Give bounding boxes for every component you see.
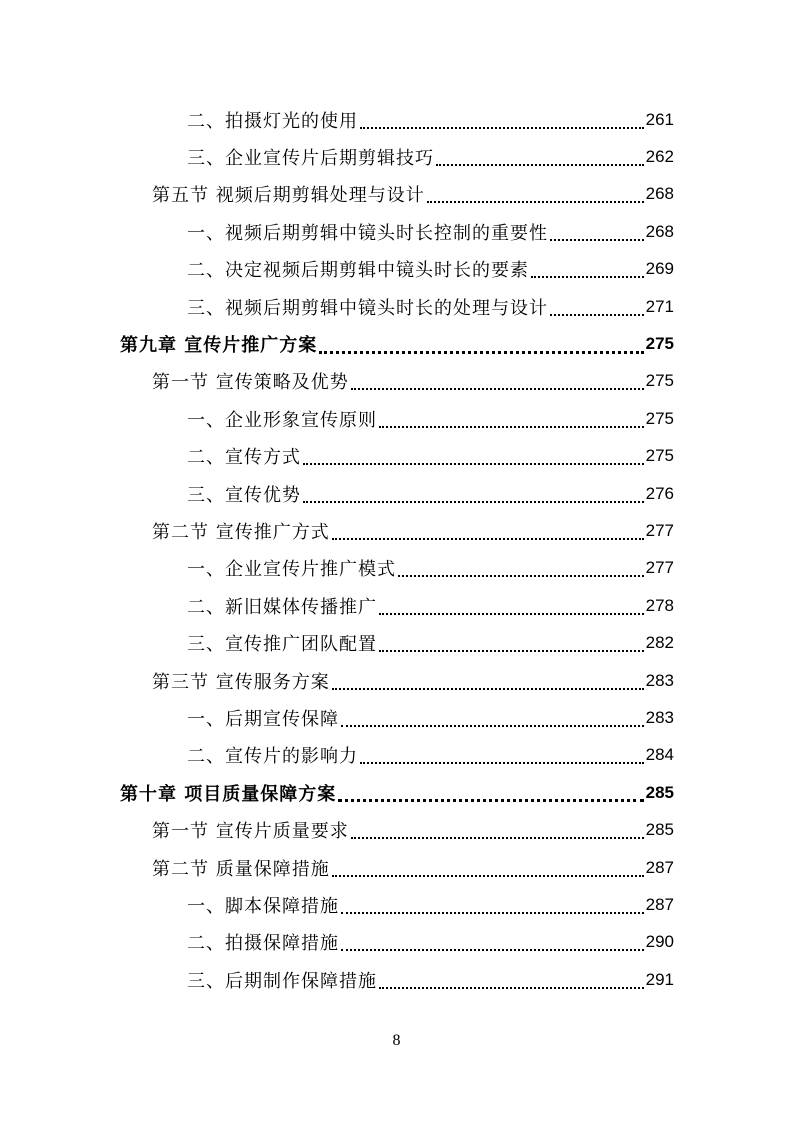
toc-entry-page: 290 xyxy=(645,932,674,952)
page-number: 8 xyxy=(392,1032,401,1049)
toc-leader-dots xyxy=(550,229,644,241)
toc-entry-page: 278 xyxy=(645,595,674,615)
toc-entry-page: 284 xyxy=(645,745,674,765)
toc-entry[interactable] xyxy=(0,961,793,998)
table-of-contents xyxy=(0,101,793,998)
toc-entry-page: 283 xyxy=(645,670,674,690)
toc-entry[interactable] xyxy=(0,363,793,400)
toc-leader-dots xyxy=(531,266,644,278)
toc-chapter-entry[interactable] xyxy=(0,325,793,362)
toc-entry-page: 268 xyxy=(645,221,674,241)
toc-entry-title: 第一节 宣传片质量要求 xyxy=(152,821,349,843)
toc-entry-page: 277 xyxy=(645,558,674,578)
toc-entry-title: 第五节 视频后期剪辑处理与设计 xyxy=(152,185,425,207)
toc-entry-title: 三、宣传优势 xyxy=(187,484,301,506)
toc-entry-title: 第二节 宣传推广方式 xyxy=(152,521,330,543)
toc-entry-page: 275 xyxy=(645,408,674,428)
toc-entry-page: 282 xyxy=(645,633,674,653)
toc-entry[interactable] xyxy=(0,438,793,475)
toc-entry-title: 二、拍摄灯光的使用 xyxy=(187,110,358,132)
toc-entry-title: 一、企业宣传片推广模式 xyxy=(187,559,396,581)
toc-entry-page: 269 xyxy=(645,259,674,279)
toc-entry[interactable] xyxy=(0,251,793,288)
toc-entry-title: 第十章 项目质量保障方案 xyxy=(120,783,337,805)
toc-leader-dots xyxy=(341,902,644,914)
toc-entry[interactable] xyxy=(0,699,793,736)
toc-entry-title: 二、宣传方式 xyxy=(187,447,301,469)
toc-entry-title: 三、宣传推广团队配置 xyxy=(187,634,377,656)
toc-entry-page: 275 xyxy=(645,334,674,354)
toc-entry[interactable] xyxy=(0,924,793,961)
toc-leader-dots xyxy=(341,715,644,727)
toc-entry-page: 285 xyxy=(645,820,674,840)
toc-entry[interactable] xyxy=(0,587,793,624)
toc-entry-page: 291 xyxy=(645,969,674,989)
toc-entry-page: 271 xyxy=(645,296,674,316)
toc-leader-dots xyxy=(379,640,644,652)
toc-chapter-entry[interactable] xyxy=(0,774,793,811)
toc-entry[interactable] xyxy=(0,213,793,250)
toc-leader-dots xyxy=(319,341,643,354)
toc-entry-title: 一、脚本保障措施 xyxy=(187,895,339,917)
toc-leader-dots xyxy=(379,416,644,428)
toc-entry[interactable] xyxy=(0,811,793,848)
toc-leader-dots xyxy=(360,117,644,129)
toc-entry[interactable] xyxy=(0,849,793,886)
toc-entry-title: 二、决定视频后期剪辑中镜头时长的要素 xyxy=(187,260,529,282)
toc-entry[interactable] xyxy=(0,662,793,699)
toc-entry-title: 一、企业形象宣传原则 xyxy=(187,409,377,431)
toc-entry[interactable] xyxy=(0,737,793,774)
toc-leader-dots xyxy=(427,191,644,203)
toc-leader-dots xyxy=(351,378,644,390)
toc-entry-page: 283 xyxy=(645,707,674,727)
toc-entry[interactable] xyxy=(0,624,793,661)
toc-entry-page: 276 xyxy=(645,483,674,503)
toc-leader-dots xyxy=(338,789,643,802)
toc-leader-dots xyxy=(436,154,644,166)
toc-entry-page: 261 xyxy=(645,109,674,129)
toc-entry-title: 二、拍摄保障措施 xyxy=(187,933,339,955)
toc-entry[interactable] xyxy=(0,138,793,175)
toc-leader-dots xyxy=(550,304,644,316)
toc-leader-dots xyxy=(332,678,644,690)
toc-entry-page: 262 xyxy=(645,147,674,167)
toc-entry-title: 第一节 宣传策略及优势 xyxy=(152,372,349,394)
toc-leader-dots xyxy=(398,565,644,577)
toc-leader-dots xyxy=(303,453,644,465)
toc-entry[interactable] xyxy=(0,101,793,138)
toc-entry-page: 287 xyxy=(645,857,674,877)
toc-entry-title: 第九章 宣传片推广方案 xyxy=(120,335,318,357)
toc-entry-page: 268 xyxy=(645,184,674,204)
toc-entry[interactable] xyxy=(0,550,793,587)
toc-entry-page: 277 xyxy=(645,520,674,540)
toc-entry-page: 275 xyxy=(645,446,674,466)
toc-leader-dots xyxy=(332,528,644,540)
toc-leader-dots xyxy=(360,752,644,764)
toc-entry-title: 二、宣传片的影响力 xyxy=(187,746,358,768)
toc-entry-title: 第三节 宣传服务方案 xyxy=(152,671,330,693)
toc-entry-title: 三、后期制作保障措施 xyxy=(187,970,377,992)
toc-entry-title: 三、企业宣传片后期剪辑技巧 xyxy=(187,148,434,170)
toc-leader-dots xyxy=(303,491,644,503)
toc-entry-title: 一、视频后期剪辑中镜头时长控制的重要性 xyxy=(187,222,548,244)
toc-entry-title: 一、后期宣传保障 xyxy=(187,708,339,730)
toc-entry-page: 285 xyxy=(645,782,674,802)
toc-entry-page: 287 xyxy=(645,894,674,914)
toc-entry[interactable] xyxy=(0,512,793,549)
toc-entry[interactable] xyxy=(0,176,793,213)
toc-entry-title: 三、视频后期剪辑中镜头时长的处理与设计 xyxy=(187,297,548,319)
toc-leader-dots xyxy=(351,827,644,839)
toc-leader-dots xyxy=(341,939,644,951)
toc-entry[interactable] xyxy=(0,288,793,325)
toc-leader-dots xyxy=(379,977,644,989)
toc-entry-title: 二、新旧媒体传播推广 xyxy=(187,596,377,618)
toc-entry[interactable] xyxy=(0,400,793,437)
toc-leader-dots xyxy=(332,865,644,877)
toc-entry[interactable] xyxy=(0,475,793,512)
toc-leader-dots xyxy=(379,603,644,615)
toc-entry[interactable] xyxy=(0,886,793,923)
toc-entry-title: 第二节 质量保障措施 xyxy=(152,858,330,880)
toc-entry-page: 275 xyxy=(645,371,674,391)
